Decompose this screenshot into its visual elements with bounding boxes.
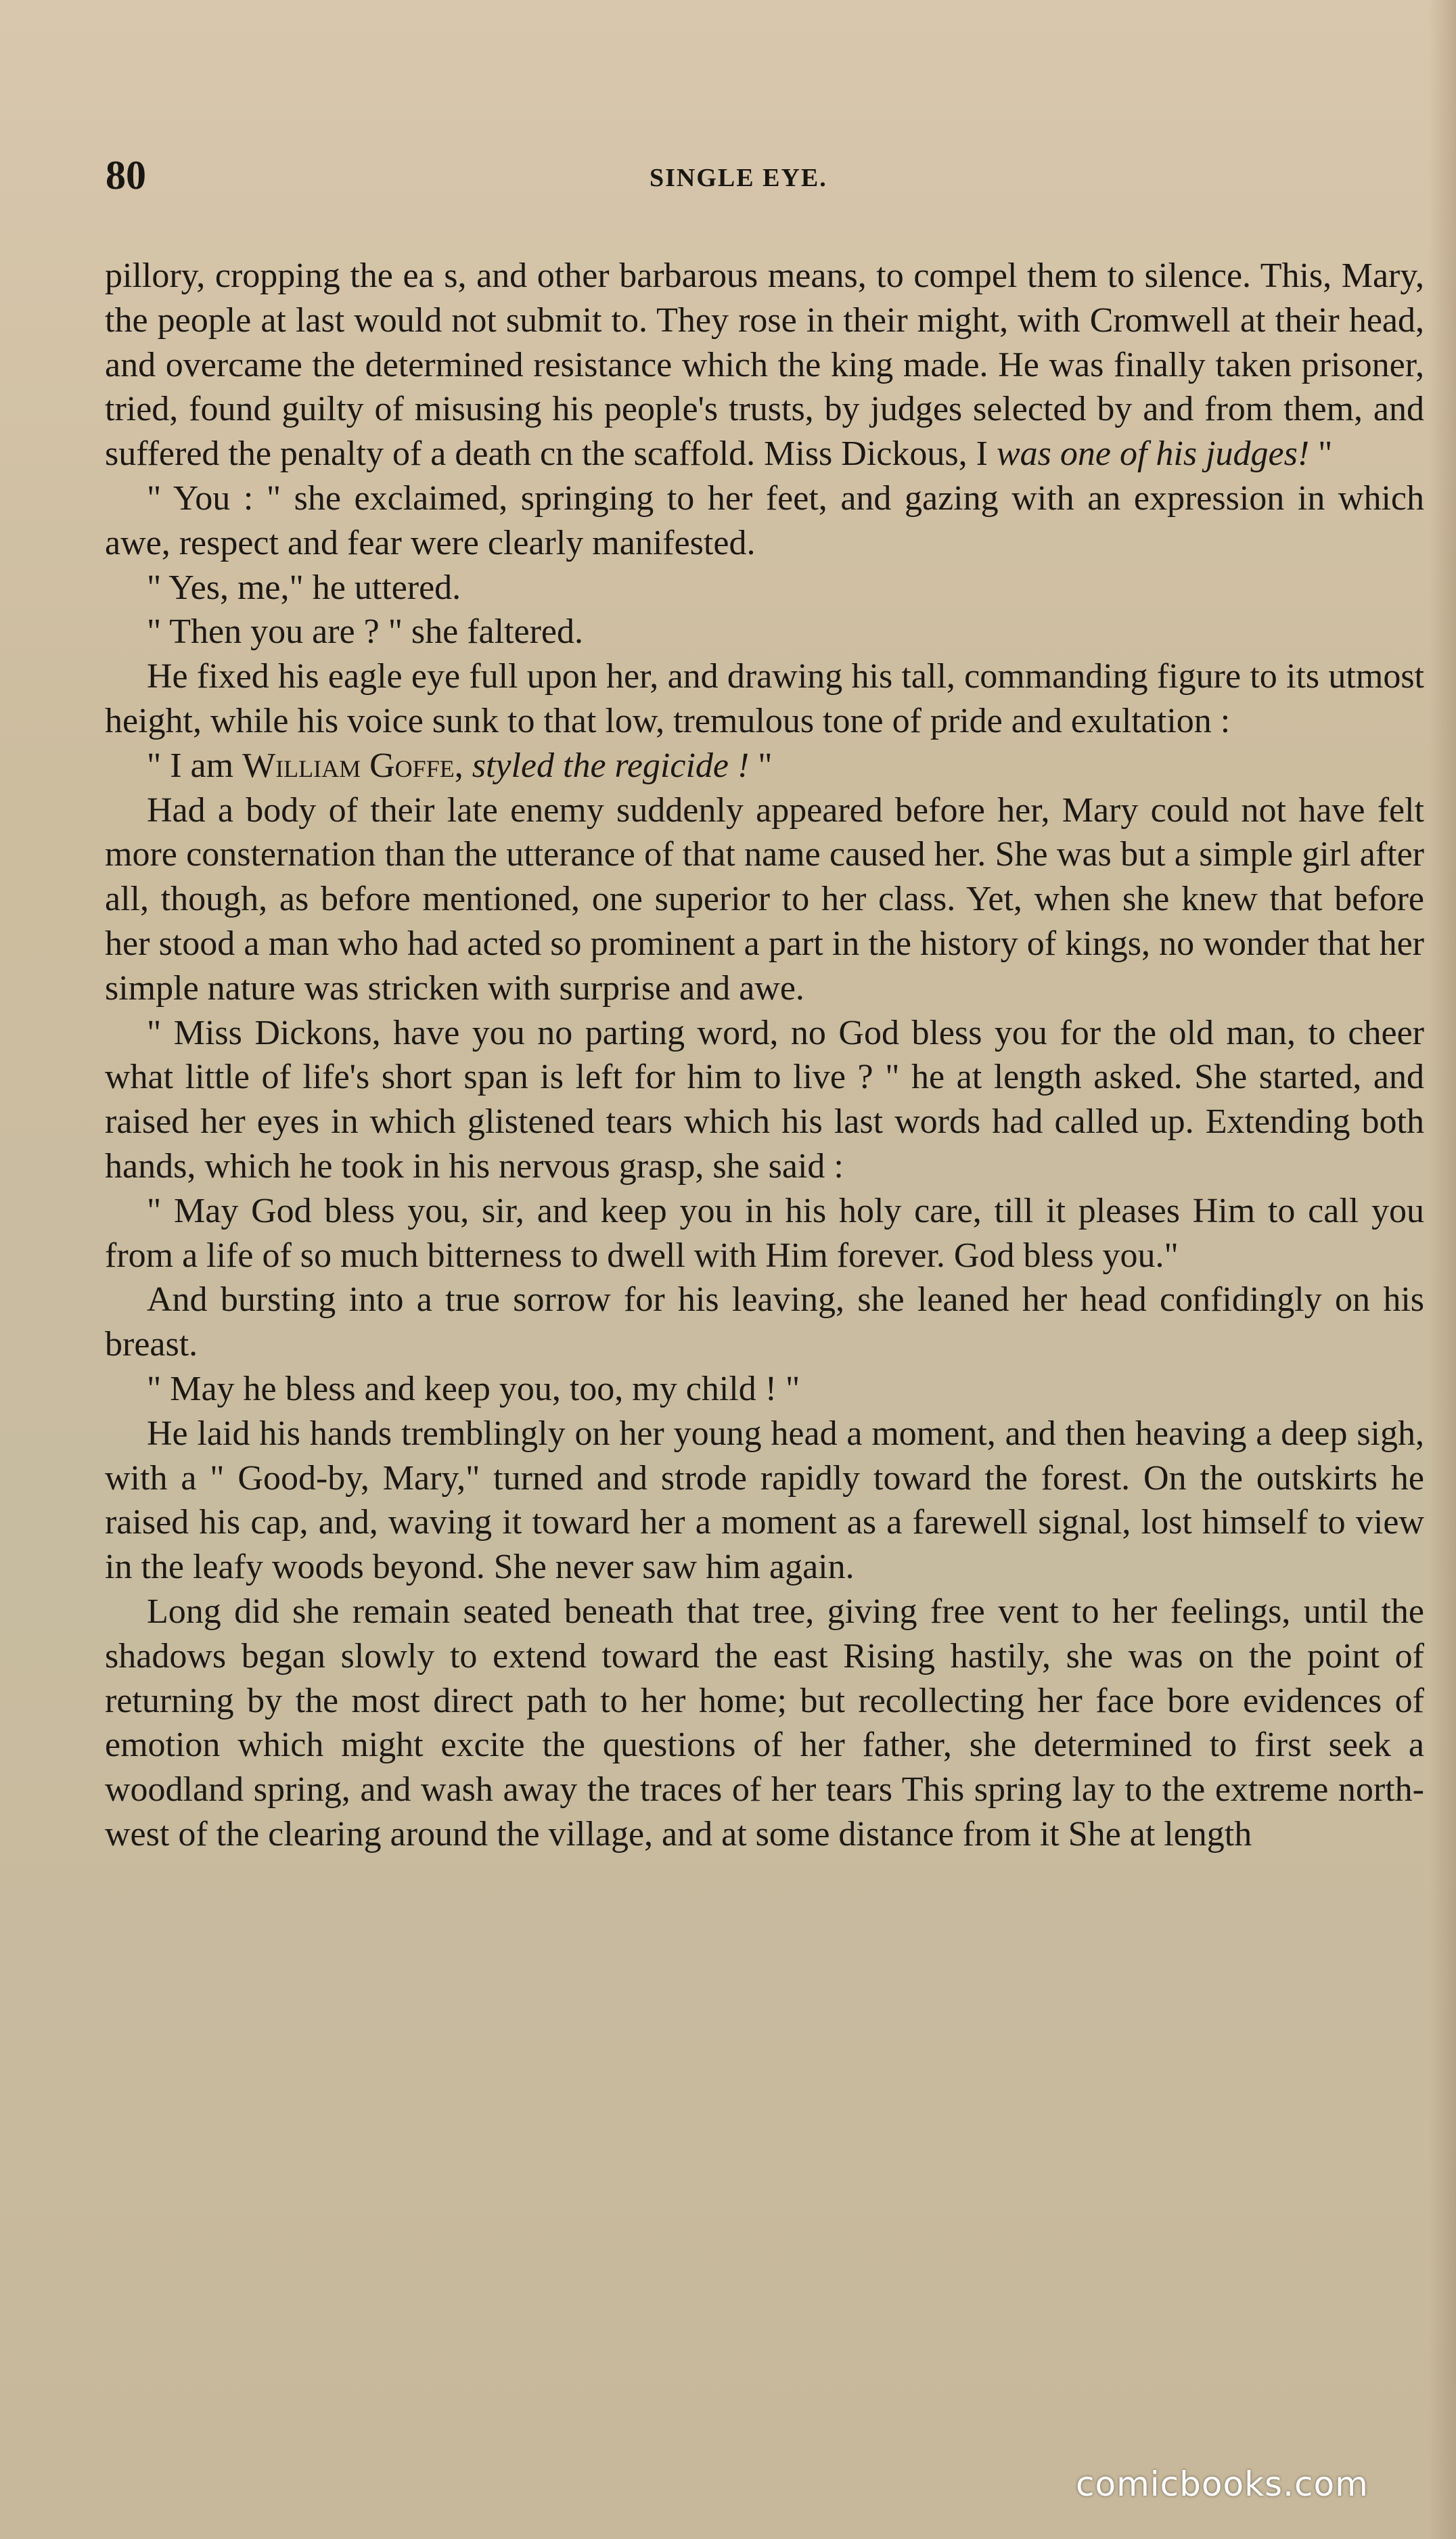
paragraph (105, 1367, 1424, 1412)
text-run: He laid his hands tremblingly on her young head a moment, and then heaving a deep sigh, with a " Good-by, Mary," turned and strode rapidly toward the forest. On the outskirts he raised his cap, and, waving it toward her a moment as a farewell signal, lost himself to view in the leafy woods beyond. She never saw him again. (105, 1414, 1424, 1587)
paragraph (105, 1590, 1424, 1857)
paragraph (105, 566, 1424, 610)
paragraph (105, 1011, 1424, 1189)
text-run: styled the regicide ! (472, 746, 750, 785)
page-edge-shadow (1429, 0, 1456, 2539)
paragraph (105, 254, 1424, 476)
text-run: He fixed his eagle eye full upon her, and drawing his tall, commanding figure to its utmost height, while his voice sunk to that low, tremulous tone of pride and exultation : (105, 657, 1424, 740)
body-text (105, 254, 1424, 1857)
paragraph (105, 1412, 1424, 1590)
text-run: " Miss Dickons, have you no parting word, no God bless you for the old man, to cheer what little of life's short span is left for him to live ? " he at length asked. She started, and raised her eyes in which glistened tears which his last words had called up. Extending both hands, which he took in his nervous grasp, she said : (105, 1013, 1424, 1186)
text-run: , (454, 746, 472, 785)
paragraph (105, 654, 1424, 744)
text-run: " (749, 746, 773, 785)
paragraph (105, 1278, 1424, 1367)
text-run: Had a body of their late enemy suddenly appeared before her, Mary could not have felt more consternation than the utterance of that name caused her. She was but a simple girl after all, though, as before mentioned, one superior to her class. Yet, when she knew that before her stood a man who had acted so prominent a part in the history of kings, no wonder that her simple nature was stricken with surprise and awe. (105, 790, 1424, 1008)
paragraph (105, 788, 1424, 1011)
text-run: " You : " she exclaimed, springing to her feet, and gazing with an expression in which awe, respect and fear were clearly manifested. (105, 478, 1424, 562)
page-header (101, 152, 1421, 206)
site-watermark: comicbooks.com (1076, 2465, 1369, 2504)
text-run: " May he bless and keep you, too, my child ! " (147, 1369, 800, 1408)
text-run: pillory, cropping the ea s, and other barbarous means, to compel them to silence. This, Mary, the people at last would not submit to. They rose in their might, with Cromwell at their head, and overcame the determined resistance which the king made. He was finally taken prisoner, tried, found guilty of misusing his people's trusts, by judges selected by and from them, and suffered the penalty of a death cn the scaffold. Miss Dickous, I (105, 256, 1424, 474)
paragraph (105, 1189, 1424, 1278)
text-run: And bursting into a true sorrow for his leaving, she leaned her head confidingly on his breast. (105, 1280, 1424, 1364)
paragraph (105, 744, 1424, 788)
page-number: 80 (106, 153, 146, 198)
text-run: " I am (147, 746, 243, 785)
text-run: was one of his judges! (996, 434, 1310, 474)
text-run: Long did she remain seated beneath that tree, giving free vent to her feelings, until the shadows began slowly to extend toward the east Rising hastily, she was on the point of returning by the most direct path to her home; but recollecting her face bore evidences of emotion which might excite the questions of her father, she determined to first seek a woodland spring, and wash away the traces of her tears This spring lay to the extreme north-west of the clearing around the village, and at some distance from it She at length (105, 1592, 1424, 1853)
paragraph (105, 610, 1424, 654)
text-run: William Goffe (242, 746, 455, 785)
text-run: " May God bless you, sir, and keep you in his holy care, till it pleases Him to call you from a life of so much bitterness to dwell with Him forever. God bless you." (105, 1191, 1424, 1275)
running-head: SINGLE EYE. (650, 164, 827, 192)
paragraph (105, 476, 1424, 566)
text-run: " (1309, 434, 1333, 474)
text-run: " Then you are ? " she faltered. (147, 612, 583, 652)
text-run: " Yes, me," he uttered. (147, 568, 461, 607)
